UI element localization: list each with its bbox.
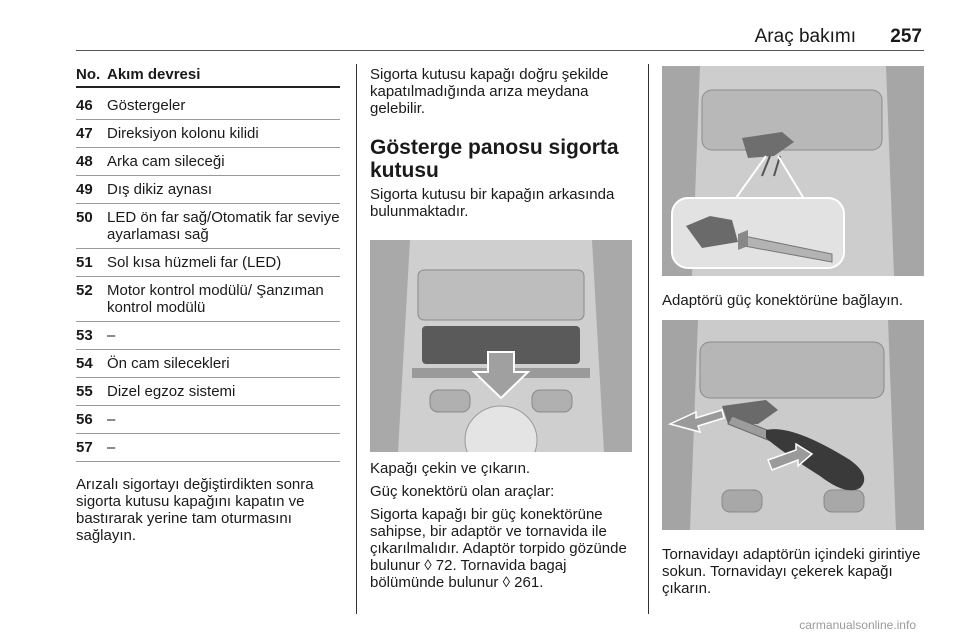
- caption-screwdriver-text: Tornavidayı adaptörün içindeki girintiye sokun. Tornavidayı çekerek kapağı çıkarın.: [662, 546, 921, 597]
- fuse-replace-note: Arızalı sigortayı değiştirdikten sonra sigorta kutusu kapağını kapatın ve bastırarak yerine tam oturmasını sağlayın.: [76, 476, 314, 544]
- table-row: [76, 148, 340, 176]
- fuse-circuit: Dizel egzoz sistemi: [107, 383, 236, 400]
- fuse-circuit: Direksiyon kolonu kilidi: [107, 125, 259, 142]
- fuse-number: 52: [76, 282, 93, 299]
- section-title: Araç bakımı: [754, 26, 856, 47]
- step-power-connector: Güç konektörü olan araçlar:: [370, 483, 555, 500]
- watermark: carmanualsonline.info: [799, 618, 916, 632]
- table-row: [76, 350, 340, 378]
- cover-removal-image: [370, 240, 632, 452]
- fuse-number: 50: [76, 209, 93, 226]
- caption-screwdriver: [662, 546, 926, 597]
- table-row: [76, 92, 340, 120]
- fuse-number: 54: [76, 355, 93, 372]
- adapter-connect-image: [662, 66, 924, 276]
- fuse-number: 56: [76, 411, 93, 428]
- col-no-header: No.: [76, 65, 101, 83]
- fuse-circuit: Sol kısa hüzmeli far (LED): [107, 254, 282, 271]
- step-remove-cover: Kapağı çekin ve çıkarın.: [370, 460, 531, 477]
- fuse-number: 51: [76, 254, 93, 271]
- col-circuit-header: Akım devresi: [107, 65, 201, 83]
- table-header: [76, 62, 340, 86]
- screwdriver-image: [662, 320, 924, 530]
- table-row: [76, 434, 340, 462]
- table-row: [76, 249, 340, 277]
- header-rule: [76, 50, 924, 51]
- fuse-number: 46: [76, 97, 93, 114]
- fuse-number: 47: [76, 125, 93, 142]
- fuse-number: 49: [76, 181, 93, 198]
- fuse-table-column: [76, 62, 340, 544]
- table-header-rule: [76, 86, 340, 88]
- column-divider-2: [648, 64, 649, 614]
- page-number: 257: [890, 26, 922, 47]
- table-row: [76, 277, 340, 322]
- step-adapter-text: Sigorta kapağı bir güç konektörüne sahipse, bir adaptör ve tornavida ile çıkarılmalıdır. Adaptör torpido gözünde bulunur ◊ 72. Tornavida bagaj bölümünde bulunur ◊ 261.: [370, 506, 627, 591]
- fuse-circuit: Ön cam silecekleri: [107, 355, 230, 372]
- location-text: Sigorta kutusu bir kapağın arkasında bulunmaktadır.: [370, 186, 615, 220]
- fuse-number: 55: [76, 383, 93, 400]
- fuse-circuit: –: [107, 439, 116, 456]
- fuse-number: 57: [76, 439, 93, 456]
- table-row: [76, 406, 340, 434]
- fuse-circuit: –: [107, 411, 116, 428]
- section-heading: Gösterge panosu sigorta kutusu: [370, 136, 619, 182]
- caption-connect-adapter-text: Adaptörü güç konektörüne bağlayın.: [662, 292, 904, 309]
- fuse-table: [76, 92, 340, 462]
- fuse-circuit: LED ön far sağ/Otomatik far seviye ayarlaması sağ: [107, 209, 340, 243]
- table-row: [76, 120, 340, 148]
- fuse-number: 53: [76, 327, 93, 344]
- fuse-circuit: –: [107, 327, 116, 344]
- intro-text: Sigorta kutusu kapağı doğru şekilde kapatılmadığında arıza meydana gelebilir.: [370, 66, 609, 117]
- caption-connect-adapter: [662, 292, 926, 309]
- table-row: [76, 322, 340, 350]
- fuse-circuit: Arka cam sileceği: [107, 153, 225, 170]
- table-row: [76, 378, 340, 406]
- table-row: [76, 176, 340, 204]
- table-row: [76, 204, 340, 249]
- fuse-circuit: Dış dikiz aynası: [107, 181, 213, 198]
- column-divider: [356, 64, 357, 614]
- fuse-circuit: Göstergeler: [107, 97, 186, 114]
- fuse-circuit: Motor kontrol modülü/ Şanzıman kontrol modülü: [107, 282, 324, 316]
- fuse-number: 48: [76, 153, 93, 170]
